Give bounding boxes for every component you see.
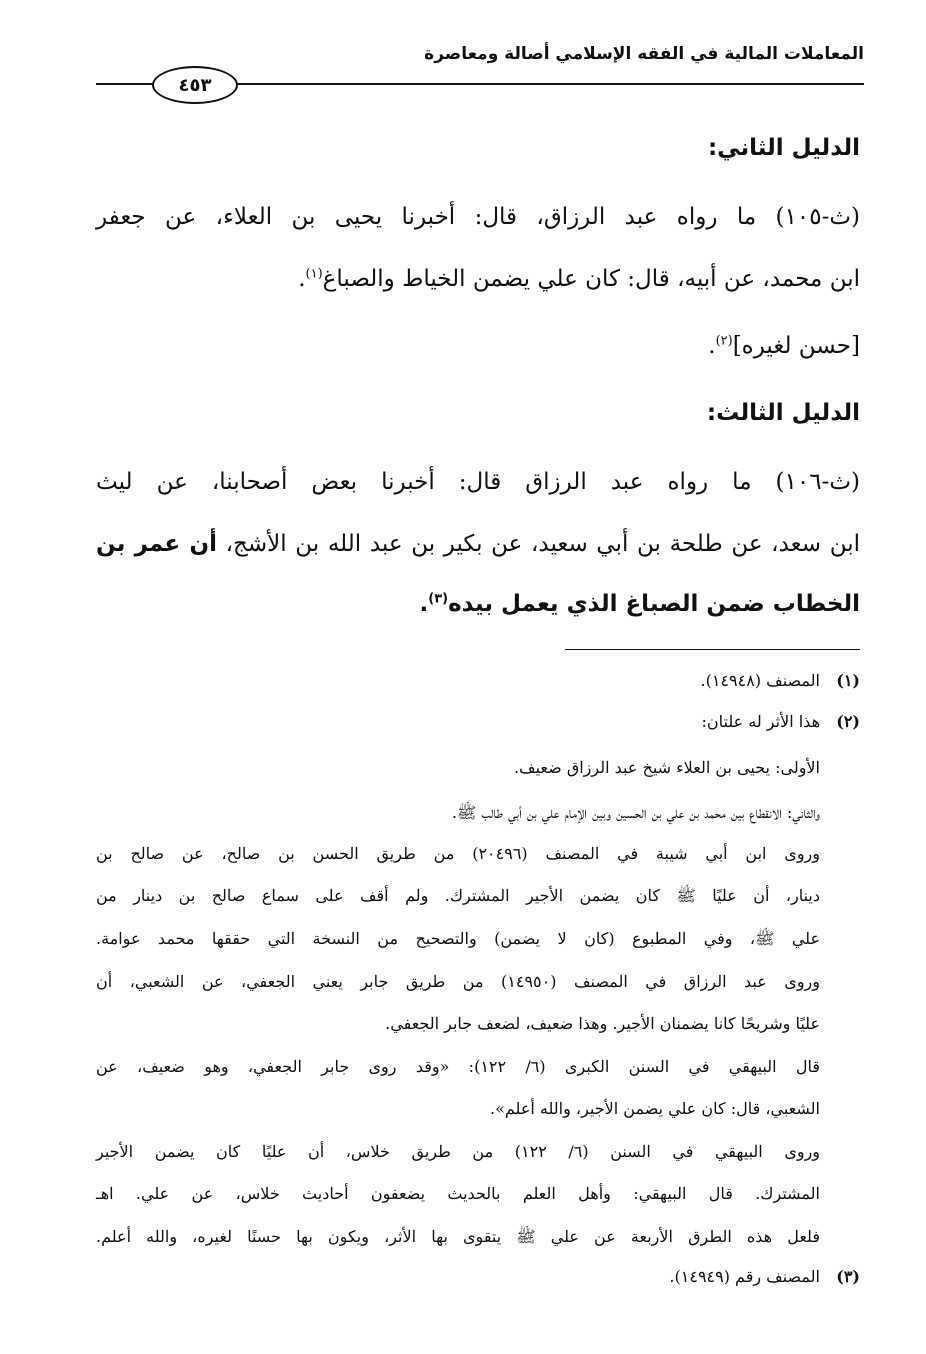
footnote-3 (669, 1266, 860, 1288)
footnote-2-line: الأولى: يحيى بن العلاء شيخ عبد الرزاق ضعيف. (513, 758, 820, 777)
footnote-separator (565, 649, 860, 650)
footnote-2-line: فلعل هذه الطرق الأربعة عن علي ﷺ يتقوى بها الأثر، ويكون بها حسنًا لغيره، والله أعلم. (96, 1227, 820, 1246)
evidence-3-line-3-text: الخطاب ضمن الصباغ الذي يعمل بيده (448, 591, 860, 617)
evidence-3-line-2-bold: أن عمر بن (96, 531, 217, 557)
evidence-3-heading: الدليل الثالث: (706, 400, 860, 426)
footnote-3-text: المصنف رقم (١٤٩٤٩). (669, 1267, 820, 1286)
footnote-2-number: (٢) (836, 712, 860, 731)
footnote-3-number: (٣) (836, 1267, 860, 1286)
evidence-2-line-2-text: ابن محمد، عن أبيه، قال: كان علي يضمن الخياط والصباغ (322, 266, 860, 292)
evidence-2-line-2: ابن محمد، عن أبيه، قال: كان علي يضمن الخياط والصباغ$^{(١)}$. (298, 266, 860, 292)
footnote-2-line: عليًا وشريحًا كانا يضمنان الأجير. وهذا ضعيف، لضعف جابر الجعفي. (385, 1014, 820, 1033)
footnote-ref-1: (١) (305, 266, 323, 282)
footnote-ref-3: (٣) (428, 591, 449, 607)
running-header-title: المعاملات المالية في الفقه الإسلامي أصالة ومعاصرة (424, 44, 864, 64)
footnote-2 (701, 711, 860, 733)
page-number-badge: ٤٥٣ (152, 66, 238, 104)
footnote-ref-2: (٢) (715, 333, 733, 349)
evidence-2-line-1: (ث-١٠٥) ما رواه عبد الرزاق، قال: أخبرنا يحيى بن العلاء، عن جعفر (96, 204, 860, 230)
footnote-2-line: دينار، أن عليًا ﷺ كان يضمن الأجير المشترك. ولم أقف على سماع صالح بن دينار من (96, 886, 821, 905)
grade-text: [حسن لغيره] (732, 333, 860, 359)
footnote-1-text: المصنف (١٤٩٤٨). (700, 671, 820, 690)
footnote-1 (701, 670, 860, 692)
footnote-2-line: والثاني: الانقطاع بين محمد بن علي بن الحسين وبين الإمام علي بن أبي طالب ﷺ. (451, 803, 820, 822)
evidence-3-line-3: الخطاب ضمن الصباغ الذي يعمل بيده$^{(٣)}$. (419, 591, 860, 617)
footnote-2-line: قال البيهقي في السنن الكبرى (٦/ ١٢٢): «وقد روى جابر الجعفي، وهو ضعيف، عن (96, 1057, 820, 1076)
evidence-3-line-2 (96, 529, 860, 559)
footnote-1-number: (١) (836, 671, 860, 690)
evidence-2-heading: الدليل الثاني: (707, 135, 860, 161)
evidence-3-line-1: (ث-١٠٦) ما رواه عبد الرزاق قال: أخبرنا بعض أصحابنا، عن ليث (96, 469, 860, 495)
footnote-2-line: الشعبي، قال: كان علي يضمن الأجير، والله أعلم». (490, 1099, 820, 1118)
footnote-2-text: هذا الأثر له علتان: (701, 712, 820, 731)
footnote-2-line: المشترك. قال البيهقي: وأهل العلم بالحديث يضعفون أحاديث خلاس، عن علي. اهـ (96, 1184, 820, 1203)
footnote-2-line: وروى عبد الرزاق في المصنف (١٤٩٥٠) من طريق جابر يعني الجعفي، عن الشعبي، أن (96, 972, 821, 991)
footnote-2-line: وروى ابن أبي شيبة في المصنف (٢٠٤٩٦) من طريق الحسن بن صالح، عن صالح بن (96, 844, 820, 863)
footnote-2-line: علي ﷺ، وفي المطبوع (كان لا يضمن) والتصحيح من النسخة التي حققها محمد عوامة. (96, 929, 821, 948)
evidence-2-grade: [حسن لغيره]$^{(٢)}$. (708, 333, 860, 359)
evidence-3-line-2-plain: ابن سعد، عن طلحة بن أبي سعيد، عن بكير بن عبد الله بن الأشج، (225, 531, 860, 557)
footnote-2-line: وروى البيهقي في السنن (٦/ ١٢٢) من طريق خلاس، أن عليًا كان يضمن الأجير (96, 1142, 821, 1161)
